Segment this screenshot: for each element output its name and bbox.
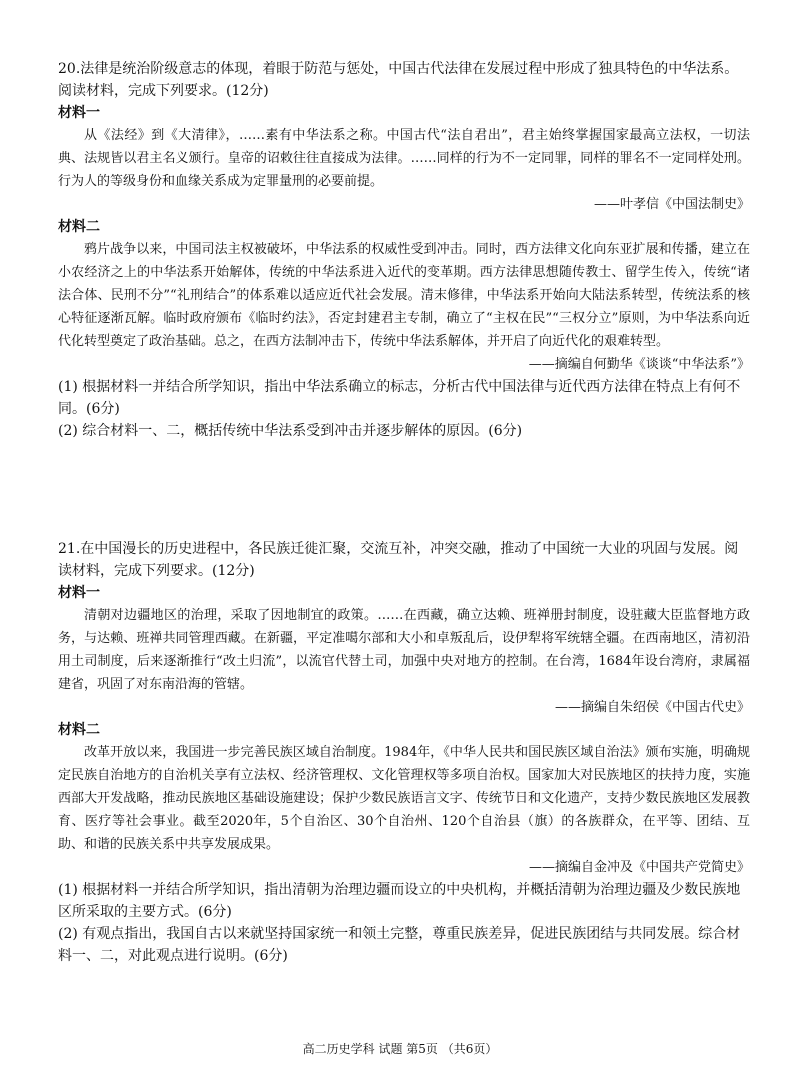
question-20 xyxy=(58,58,750,442)
question-20-stem: 20.法律是统治阶级意志的体现，着眼于防范与惩处，中国古代法律在发展过程中形成了独具特色的中华法系。阅读材料，完成下列要求。(12分) xyxy=(58,61,739,99)
material-1-label: 材料一 xyxy=(58,585,100,601)
question-21-stem: 21.在中国漫长的历史进程中，各民族迁徙汇聚，交流互补，冲突交融，推动了中国统一大业的巩固与发展。阅读材料，完成下列要求。(12分) xyxy=(58,541,739,579)
material-2-text: 改革开放以来，我国进一步完善民族区域自治制度。1984年，《中华人民共和国民族区域自治法》颁布实施，明确规定民族自治地方的自治机关享有立法权、经济管理权、文化管理权等多项自治权。国家加大对民族地区的扶持力度，实施西部大开发战略，推动民族地区基础设施建设；保护少数民族语言文字、传统节日和文化遗产，支持少数民族地区发展教育、医疗等社会事业。截至2020年，5个自治区、30个自治州、120个自治县（旗）的各族群众，在平等、团结、互助、和谐的民族关系中共享发展成果。 xyxy=(58,745,750,852)
material-2-source: ——摘编自何勤华《谈谈“中华法系”》 xyxy=(528,357,750,372)
material-2-label: 材料二 xyxy=(58,722,100,738)
material-2-text: 鸦片战争以来，中国司法主权被破坏，中华法系的权威性受到冲击。同时，西方法律文化向东亚扩展和传播，建立在小农经济之上的中华法系开始解体，传统的中华法系进入近代的变革期。西方法律思想随传教士、留学生传入，传统“诸法合体、民刑不分”“礼刑结合”的体系难以适应近代社会发展。清末修律，中华法系开始向大陆法系转型，传统法系的核心特征逐渐瓦解。临时政府颁布《临时约法》，否定封建君主专制，确立了“主权在民”“三权分立”原则，为中华法系向近代化转型奠定了政治基础。总之，在西方法制冲击下，传统中华法系解体，并开启了向近代化的艰难转型。 xyxy=(58,242,750,349)
question-21-sub-1: (1) 根据材料一并结合所学知识，指出清朝为治理边疆而设立的中央机构，并概括清朝为治理边疆及少数民族地区所采取的主要方式。(6分) xyxy=(58,882,741,920)
material-1-label: 材料一 xyxy=(58,105,100,121)
question-21-sub-2: (2) 有观点指出，我国自古以来就坚持国家统一和领土完整，尊重民族差异，促进民族团结与共同发展。综合材料一、二，对此观点进行说明。(6分) xyxy=(58,926,741,964)
material-1-text: 从《法经》到《大清律》，……素有中华法系之称。中国古代“法自君出”，君主始终掌握国家最高立法权，一切法典、法规皆以君主名义颁行。皇帝的诏敕往往直接成为法律。……同样的行为不一定同罪，同样的罪名不一定同样处刑。行为人的等级身份和血缘关系成为定罪量刑的必要前提。 xyxy=(58,128,750,189)
material-1-text: 清朝对边疆地区的治理，采取了因地制宜的政策。……在西藏，确立达赖、班禅册封制度，设驻藏大臣监督地方政务，与达赖、班禅共同管理西藏。在新疆，平定准噶尔部和大小和卓叛乱后，设伊犁将军统辖全疆。在西南地区，清初沿用土司制度，后来逐渐推行“改土归流”，以流官代替土司，加强中央对地方的控制。在台湾，1684年设台湾府，隶属福建省，巩固了对东南沿海的管辖。 xyxy=(58,608,750,692)
material-1-source: ——摘编自朱绍侯《中国古代史》 xyxy=(554,700,750,715)
question-20-sub-2: (2) 综合材料一、二，概括传统中华法系受到冲击并逐步解体的原因。(6分) xyxy=(58,423,523,439)
material-2-label: 材料二 xyxy=(58,219,100,235)
material-2-source: ——摘编自金冲及《中国共产党简史》 xyxy=(528,860,750,875)
question-20-sub-1: (1) 根据材料一并结合所学知识，指出中华法系确立的标志，分析古代中国法律与近代西方法律在特点上有何不同。(6分) xyxy=(58,379,741,417)
question-21 xyxy=(58,538,750,967)
page-footer: 高二历史学科 试题 第5页 （共6页） xyxy=(302,1042,498,1056)
material-1-source: ——叶孝信《中国法制史》 xyxy=(593,197,750,212)
